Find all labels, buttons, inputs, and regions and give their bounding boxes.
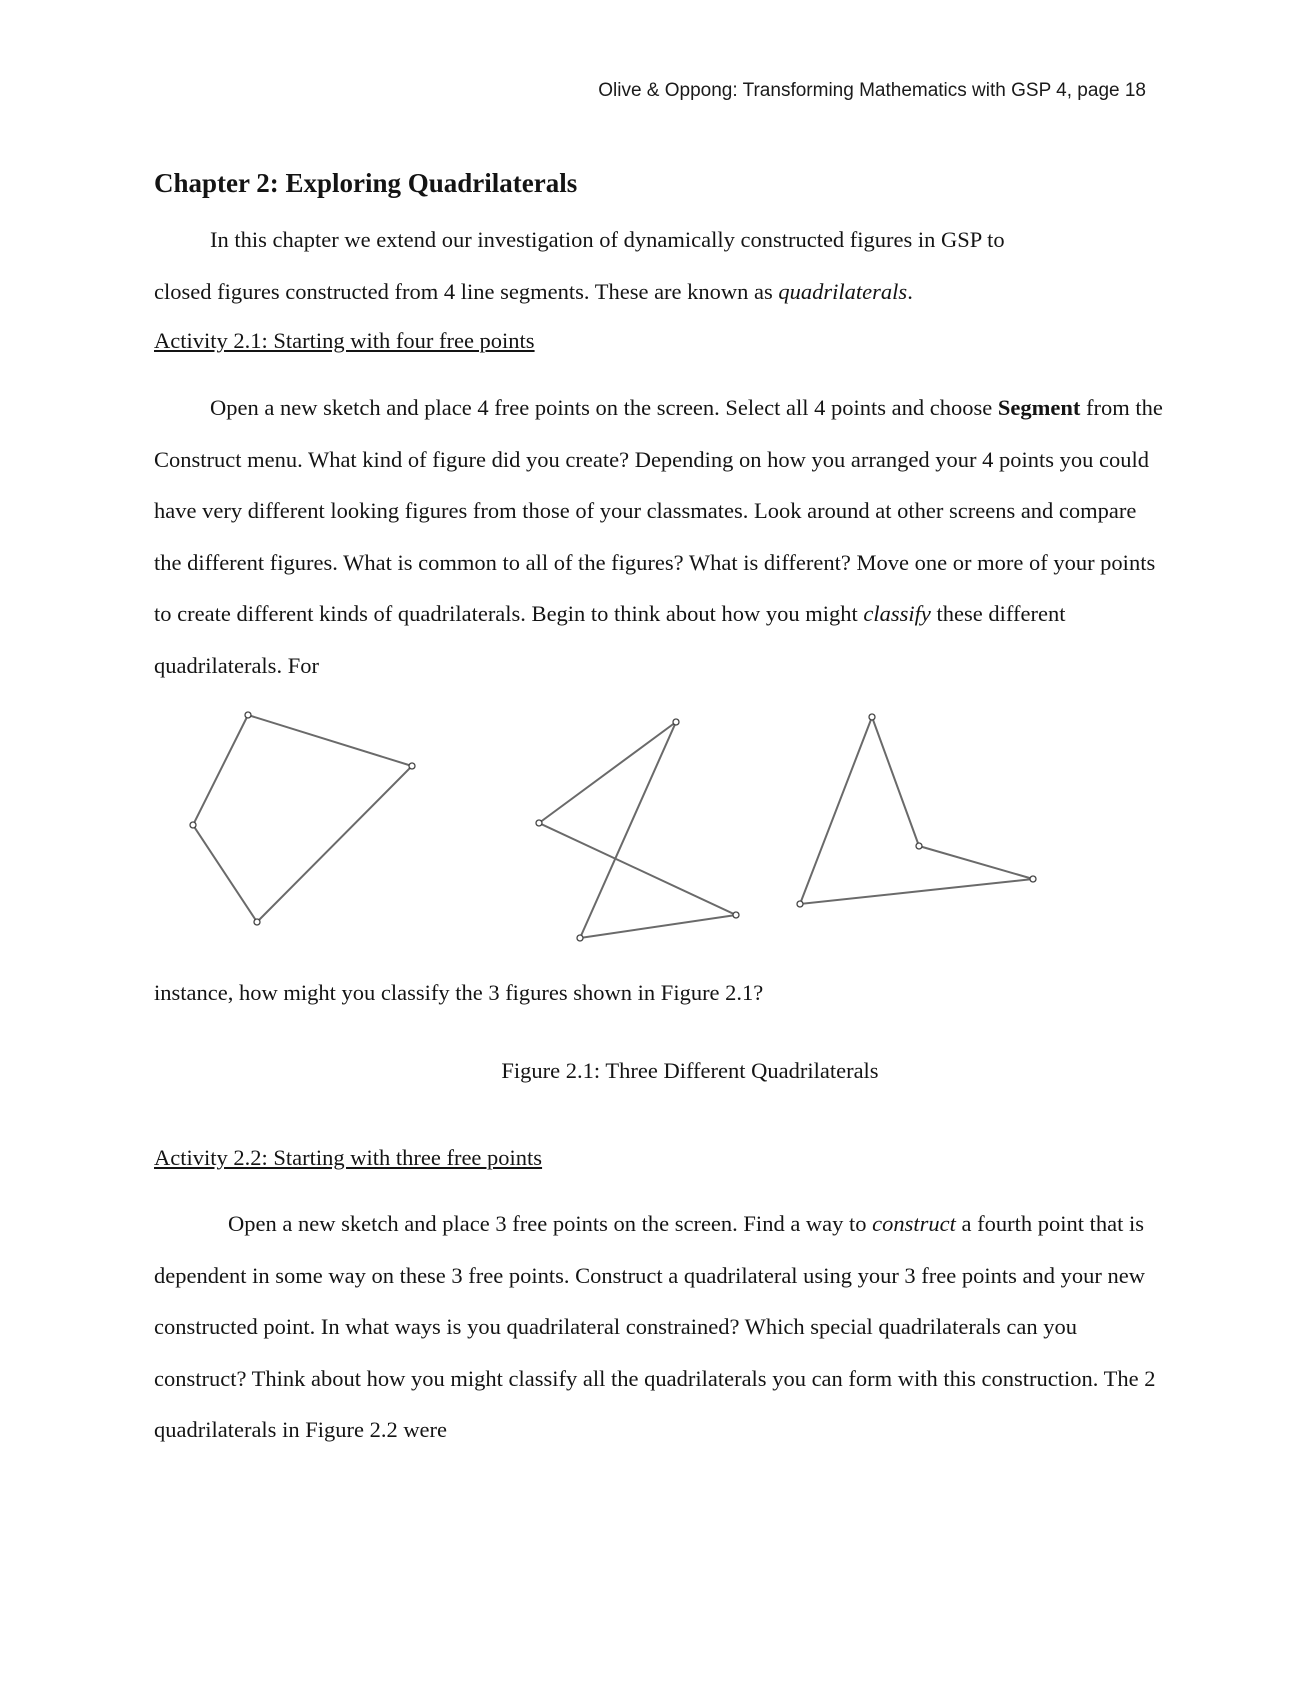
- term-quadrilaterals: quadrilaterals: [778, 278, 908, 304]
- quadrilateral-convex: [190, 712, 415, 925]
- activity-2-1-continuation: instance, how might you classify the 3 figures shown in Figure 2.1?: [154, 980, 764, 1005]
- intro-line-2-end: .: [907, 278, 913, 304]
- activity-2-2-text-start: Open a new sketch and place 3 free points on the screen. Find a way to: [228, 1211, 873, 1236]
- chapter-title: Chapter 2: Exploring Quadrilaterals: [154, 168, 578, 198]
- activity-2-2-paragraph: [154, 1198, 1164, 1456]
- activity-2-1-text-start: Open a new sketch and place 4 free points on the screen. Select all 4 points and choose: [210, 395, 998, 420]
- activity-2-2-heading: Activity 2.2: Starting with three free points: [154, 1145, 543, 1170]
- running-header: Olive & Oppong: Transforming Mathematics with GSP 4, page 18: [598, 80, 1146, 101]
- term-classify: classify: [863, 601, 931, 626]
- intro-line-1: In this chapter we extend our investigation of dynamically constructed figures in GSP to: [210, 227, 1005, 252]
- activity-2-1-heading: Activity 2.1: Starting with four free points: [154, 328, 535, 353]
- figure-2-1-caption: Figure 2.1: Three Different Quadrilaterals: [501, 1058, 879, 1083]
- intro-line-2: closed figures constructed from 4 line segments. These are known as: [154, 278, 779, 304]
- activity-2-2-text-end: a fourth point that is dependent in some way on these 3 free points. Construct a quadrilateral using your 3 free points and your new constructed point. In what ways is you quadrilateral constrained? Which special quadrilaterals can you construct? Think about how you might classify all the quadrilaterals you can form with this construction. The 2 quadrilaterals in Figure 2.2 were: [154, 1211, 1156, 1442]
- term-segment: Segment: [997, 395, 1081, 420]
- quadrilateral-crossed: [536, 719, 739, 941]
- quadrilateral-concave: [797, 714, 1036, 907]
- term-construct: construct: [872, 1211, 956, 1236]
- activity-2-1-text-end: these different quadrilaterals. For: [154, 601, 1066, 678]
- activity-2-1-text-middle: from the Construct menu. What kind of figure did you create? Depending on how you arranged your 4 points you could have very different looking figures from those of your classmates. Look around at other screens and compare the different figures. What is common to all of the figures? What is different? Move one or more of your points to create different kinds of quadrilaterals. Begin to think about how you might: [154, 395, 1163, 626]
